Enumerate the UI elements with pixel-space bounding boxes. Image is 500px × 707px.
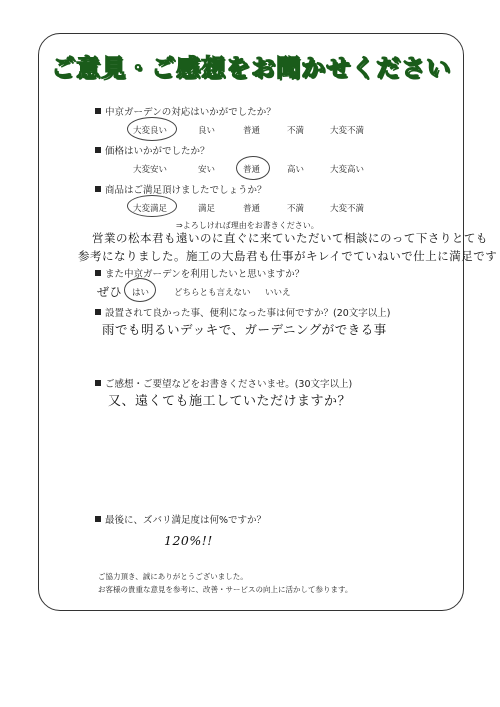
q4-selection-circle (124, 278, 156, 302)
q2-selection-circle (236, 156, 270, 180)
q4-option-1[interactable]: はい (132, 288, 150, 298)
bullet-square-icon (95, 309, 101, 315)
bullet-square-icon (95, 147, 101, 153)
question-4-label: また中京ガーデンを利用したいと思いますか？ (105, 269, 305, 280)
question-7 (95, 512, 266, 526)
q2-option-1[interactable]: 大変安い (133, 165, 168, 175)
question-7-label: 最後に、ズバリ満足度は何%ですか？ (105, 515, 267, 526)
question-3 (95, 182, 267, 196)
q3-selection-circle (127, 195, 177, 217)
question-4 (95, 266, 304, 280)
q4-option-3[interactable]: いいえ (265, 288, 291, 298)
q3-option-4[interactable]: 不満 (287, 204, 305, 214)
bullet-square-icon (95, 380, 101, 386)
q2-option-3[interactable]: 普通 (243, 165, 261, 175)
bullet-square-icon (95, 516, 101, 522)
q2-option-5[interactable]: 大変高い (330, 165, 365, 175)
question-3-label: 商品はご満足頂けましたでしょうか？ (105, 185, 267, 196)
bullet-square-icon (95, 186, 101, 192)
question-5 (95, 305, 391, 319)
footer-thanks: ご協力頂き、誠にありがとうございました。 (98, 572, 248, 581)
q3-option-3[interactable]: 普通 (243, 204, 261, 214)
q4-handwritten-prefix: ぜひ (97, 285, 123, 299)
q1-selection-circle (127, 117, 177, 141)
question-6-label: ご感想・ご要望などをお書きくださいませ。(30文字以上) (105, 379, 353, 390)
q1-option-5[interactable]: 大変不満 (330, 126, 365, 136)
q3-option-5[interactable]: 大変不満 (330, 204, 365, 214)
q4-option-2[interactable]: どちらとも言えない (174, 288, 251, 298)
q1-option-3[interactable]: 普通 (243, 126, 261, 136)
question-1-label: 中京ガーデンの対応はいかがでしたか？ (105, 107, 276, 118)
q3-answer-line-2[interactable]: 参考になりました。施工の大島君も仕事がキレイでていねいで仕上に満足です (78, 249, 498, 263)
bullet-square-icon (95, 108, 101, 114)
q3-option-2[interactable]: 満足 (198, 204, 216, 214)
survey-title: ご意見・ご感想をお聞かせください (51, 54, 451, 82)
q1-option-4[interactable]: 不満 (287, 126, 305, 136)
question-2-label: 価格はいかがでしたか？ (105, 146, 210, 157)
q1-option-2[interactable]: 良い (198, 126, 216, 136)
q2-option-2[interactable]: 安い (198, 165, 216, 175)
question-6 (95, 376, 352, 390)
bullet-square-icon (95, 270, 101, 276)
question-1 (95, 104, 276, 118)
q3-option-1[interactable]: 大変満足 (133, 204, 168, 214)
question-5-label: 設置されて良かった事、便利になった事は何ですか？(20文字以上) (105, 308, 391, 319)
footer-note: お客様の貴重な意見を参考に、改善・サービスの向上に活かして参ります。 (98, 585, 353, 594)
q6-answer[interactable]: 又、遠くても施工していただけますか？ (108, 394, 352, 409)
q5-answer[interactable]: 雨でも明るいデッキで、ガーデニングができる事 (102, 322, 387, 337)
q2-option-4[interactable]: 高い (287, 165, 305, 175)
q3-reason-hint: ⇒よろしければ理由をお書きください。 (176, 221, 319, 230)
q1-option-1[interactable]: 大変良い (133, 126, 168, 136)
q3-answer-line-1[interactable]: 営業の松本君も遠いのに直ぐに来ていただいて相談にのって下さりとても (92, 231, 488, 245)
q7-answer[interactable]: 120%!! (164, 533, 213, 548)
question-2 (95, 143, 210, 157)
